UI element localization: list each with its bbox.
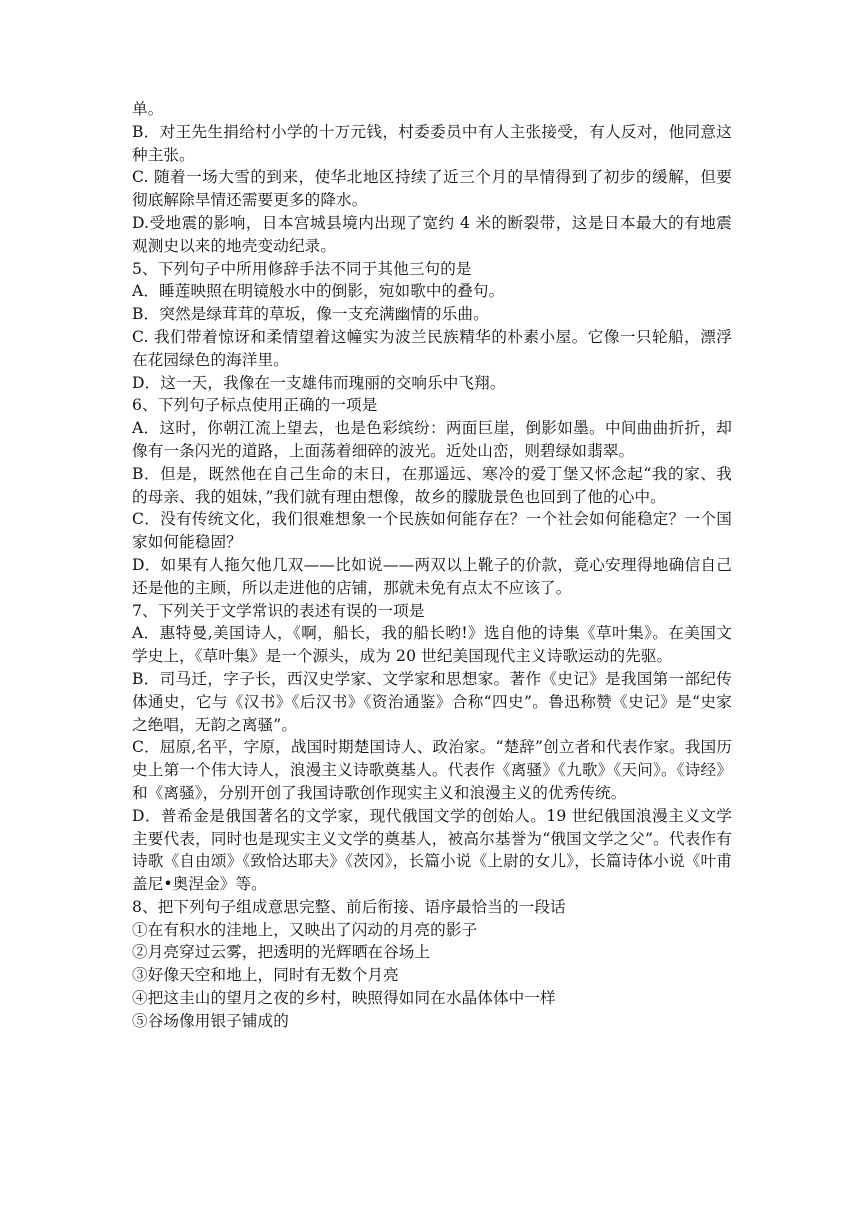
- q7-option-c: C．屈原,名平，字原，战国时期楚国诗人、政治家。“楚辞”创立者和代表作家。我国历史上第一个伟大诗人，浪漫主义诗歌奠基人。代表作《离骚》《九歌》《天问》。《诗经》和《离骚》，分别开创了我国诗歌创作现实主义和浪漫主义的优秀传统。: [132, 738, 732, 802]
- q6-option-b: B．但是，既然他在自己生命的末日，在那遥远、寒冷的爱丁堡又怀念起“我的家、我的母亲、我的姐妹，”我们就有理由想像，故乡的朦胧景色也回到了他的心中。: [132, 464, 732, 506]
- q5-option-a: A．睡莲映照在明镜般水中的倒影，宛如歌中的叠句。: [132, 282, 505, 301]
- q7-option-d: D．普希金是俄国著名的文学家，现代俄国文学的创始人。19 世纪俄国浪漫主义文学主要代表，同时也是现实主义文学的奠基人，被高尔基誉为“俄国文学之父”。代表作有诗歌《自由颂》《致恰达耶夫》《茨冈》，长篇小说《上尉的女儿》，长篇诗体小说《叶甫盖尼•奥涅金》等。: [132, 806, 732, 894]
- paragraph-continuation: 单。: [132, 100, 164, 118]
- q5-option-b: B．突然是绿茸茸的草坂，像一支充满幽情的乐曲。: [132, 305, 489, 324]
- q4-option-d: D.受地震的影响，日本宫城县境内出现了宽约 4 米的断裂带，这是日本最大的有地震观测史以来的地壳变动纪录。: [132, 213, 732, 255]
- question-6-stem: 6、下列句子标点使用正确的一项是: [132, 396, 378, 415]
- q8-sentence-5: ⑤谷场像用银子铺成的: [132, 1011, 289, 1030]
- q7-option-b: B．司马迁，字子长，西汉史学家、文学家和思想家。著作《史记》是我国第一部纪传体通史，它与《汉书》《后汉书》《资治通鉴》合称“四史”。鲁迅称赞《史记》是“史家之绝唱，无韵之离骚”。: [132, 669, 732, 734]
- document-body: [132, 98, 732, 1033]
- q8-sentence-3: ③好像天空和地上，同时有无数个月亮: [132, 966, 399, 985]
- question-7-stem: 7、下列关于文学常识的表述有误的一项是: [132, 601, 425, 620]
- q7-option-a: A．惠特曼,美国诗人，《啊，船长，我的船长哟!》选自他的诗集《草叶集》。在美国文学史上，《草叶集》是一个源头，成为 20 世纪美国现代主义诗歌运动的先驱。: [132, 624, 732, 666]
- q5-option-c: C. 我们带着惊讶和柔情望着这幢实为波兰民族精华的朴素小屋。它像一只轮船，漂浮在花园绿色的海洋里。: [132, 327, 732, 369]
- q6-option-a: A．这时，你朝江流上望去，也是色彩缤纷：两面巨崖，倒影如墨。中间曲曲折折，却像有一条闪光的道路，上面荡着细碎的波光。近处山峦，则碧绿如翡翠。: [132, 419, 732, 460]
- q8-sentence-1: ①在有积水的洼地上，又映出了闪动的月亮的影子: [132, 920, 478, 939]
- q6-option-d: D．如果有人拖欠他几双——比如说——两双以上靴子的价款，竟心安理得地确信自己还是他的主顾，所以走进他的店铺，那就未免有点太不应该了。: [132, 555, 732, 597]
- q5-option-d: D．这一天，我像在一支雄伟而瑰丽的交响乐中飞翔。: [132, 373, 506, 392]
- q4-option-c: C. 随着一场大雪的到来，使华北地区持续了近三个月的旱情得到了初步的缓解，但要彻底解除旱情还需要更多的降水。: [132, 168, 732, 210]
- q4-option-b: B．对王先生捐给村小学的十万元钱，村委委员中有人主张接受，有人反对，他同意这种主张。: [132, 122, 732, 164]
- q6-option-c: C．没有传统文化，我们很难想象一个民族如何能存在？一个社会如何能稳定？一个国家如何能稳固？: [132, 510, 732, 552]
- q8-sentence-4: ④把这圭山的望月之夜的乡村，映照得如同在水晶体体中一样: [132, 989, 556, 1008]
- q8-sentence-2: ②月亮穿过云雾，把透明的光辉晒在谷场上: [132, 943, 431, 962]
- question-8-stem: 8、把下列句子组成意思完整、前后衔接、语序最恰当的一段话: [132, 897, 566, 916]
- question-5-stem: 5、下列句子中所用修辞手法不同于其他三句的是: [132, 259, 472, 278]
